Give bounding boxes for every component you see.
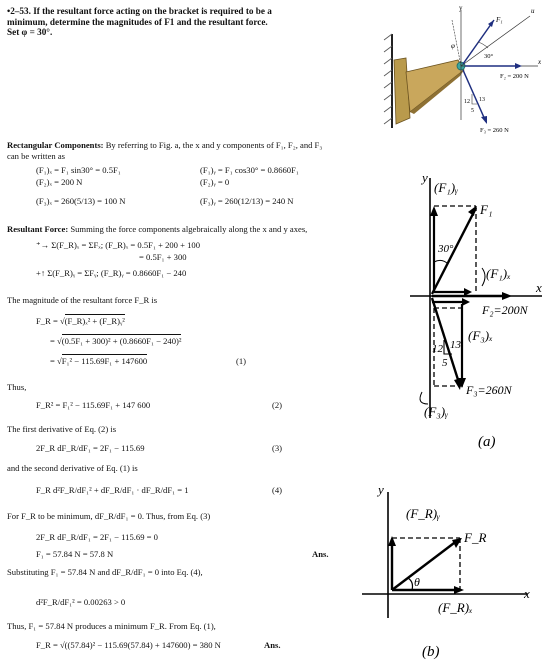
answer-mark-1: Ans.	[312, 549, 329, 559]
resultant-heading-line	[7, 224, 307, 235]
fig-b-label-fr: F_R	[464, 530, 487, 545]
fig-a-label-x: x	[536, 280, 542, 295]
eq-mag-1-lhs: F_R =	[36, 316, 60, 326]
eq-mag-3: = √F₁² − 115.69F₁ + 147600	[50, 356, 148, 366]
eq-mag-2-lhs: =	[50, 336, 57, 346]
magnitude-intro: The magnitude of the resultant force F_R is	[7, 295, 158, 305]
fig-a-label-f3: F₃=260N	[466, 383, 512, 397]
eq-f1y: (F₁)ᵧ = F₁ cos30° = 0.8660F₁	[200, 165, 299, 175]
fig-a-label-30: 30°	[438, 243, 454, 255]
eq-f3x: (F₃)ₓ = 260(5/13) = 100 N	[36, 196, 126, 206]
minimum-cond: dF_R/dF₁ = 0. Thus, from Eq. (3)	[94, 511, 211, 521]
label-f1: F₁	[496, 16, 503, 24]
eq-mag-3-lhs: =	[50, 356, 57, 366]
eq-sum-x-b: = 0.5F₁ + 300	[139, 252, 187, 262]
eq-number-2: (2)	[272, 400, 283, 410]
resultant-heading: Resultant Force:	[7, 224, 69, 234]
figure-b	[352, 476, 548, 670]
fig-a-label-f1: F₁	[480, 202, 493, 217]
eq-sum-x: ⁺→ Σ(F_R)ₓ = ΣFₓ; (F_R)ₓ = 0.5F₁ + 200 + 100	[36, 240, 201, 250]
rect-heading-line	[7, 140, 322, 151]
eq-f1-result: F₁ = 57.84 N = 57.8 N	[36, 549, 114, 559]
eq-deriv1: 2F_R dF_R/dF₁ = 2F₁ − 115.69	[36, 443, 145, 453]
resultant-intro: Summing the force components algebraically along the x and y axes,	[70, 224, 308, 234]
problem-text: If the resultant force acting on the bracket is required to be a minimum, determine the magnitudes of F1 and the resultant force. Set φ = 30°.	[7, 6, 272, 38]
fig-b-label-frx: (F_R)ₓ	[438, 600, 473, 615]
minimum-intro: For F_R to be minimum,	[7, 511, 93, 521]
fig-b-label-y: y	[378, 482, 384, 497]
answer-mark-2: Ans.	[264, 640, 281, 650]
fig-b-label-x: x	[524, 586, 530, 601]
eq-deriv2: F_R d²F_R/dF₁² + dF_R/dF₁ · dF_R/dF₁ = 1	[36, 485, 189, 495]
label-x: x	[538, 58, 542, 66]
rect-intro2: can be written as	[7, 151, 65, 161]
eq-minimum: 2F_R dF_R/dF₁ = 2F₁ − 115.69 = 0	[36, 532, 158, 542]
eq-mag-1-rhs: (F_R)ₓ² + (F_R)ᵧ²	[64, 316, 125, 326]
eq-f2x: (F₂)ₓ = 200 N	[36, 177, 83, 187]
label-f2: F₂ = 200 N	[500, 73, 529, 80]
label-u: u	[531, 7, 535, 15]
eq-number-4: (4)	[272, 485, 283, 495]
label-12: 12	[464, 99, 470, 105]
eq-fr-squared: F_R² = F₁² − 115.69F₁ + 147 600	[36, 400, 151, 410]
bracket-figure	[380, 0, 548, 140]
fig-a-label-13: 13	[450, 339, 461, 351]
rect-intro: By referring to Fig. a, the x and y components of F₁, F₂, and F₃	[105, 140, 323, 150]
eq-second-deriv-value: d²F_R/dF₁² = 0.00263 > 0	[36, 597, 126, 607]
fig-a-label-y: y	[422, 170, 428, 185]
eq-mag-1: F_R = √(F_R)ₓ² + (F_R)ᵧ²	[36, 316, 125, 326]
fig-a-label-f1x: (F₁)ₓ	[486, 266, 511, 281]
label-f3: F₃ = 260 N	[480, 127, 509, 134]
fig-b-label-fry: (F_R)ᵧ	[406, 506, 441, 521]
figure-a	[396, 168, 548, 456]
eq-number-1: (1)	[236, 356, 247, 366]
eq-f1x: (F₁)ₓ = F₁ sin30° = 0.5F₁	[36, 165, 121, 175]
fig-a-label-f3y: (F₃)ᵧ	[424, 404, 449, 419]
deriv2-intro: and the second derivative of Eq. (1) is	[7, 463, 138, 473]
label-30: 30°	[484, 53, 494, 60]
fig-a-label-f1y: (F₁)ᵧ	[434, 180, 459, 195]
problem-statement	[7, 6, 277, 38]
eq-number-3: (3)	[272, 443, 283, 453]
eq-mag-2: = √(0.5F₁ + 300)² + (0.8660F₁ − 240)²	[50, 336, 182, 346]
wall-hatch	[384, 34, 392, 124]
final-intro: Thus, F₁ = 57.84 N produces a minimum F_R. From Eq. (1),	[7, 621, 216, 631]
label-5: 5	[471, 108, 474, 114]
label-13: 13	[479, 97, 485, 103]
label-phi: φ	[451, 42, 455, 50]
minimum-line	[7, 511, 210, 522]
fig-a-label-f3x: (F₃)ₓ	[468, 328, 493, 343]
fig-a-label-5: 5	[442, 357, 448, 369]
f3-arrow	[463, 70, 486, 122]
eq-sum-y: +↑ Σ(F_R)ᵧ = ΣFᵧ; (F_R)ᵧ = 0.8660F₁ − 240	[36, 268, 187, 278]
fig-b-label-theta: θ	[414, 575, 420, 589]
problem-number: •2–53.	[7, 6, 31, 16]
eq-mag-3-rhs: F₁² − 115.69F₁ + 147600	[61, 356, 148, 366]
fig-a-caption: (a)	[478, 434, 496, 450]
thus-label: Thus,	[7, 382, 27, 392]
eq-mag-2-rhs: (0.5F₁ + 300)² + (0.8660F₁ − 240)²	[61, 336, 182, 346]
deriv1-intro: The first derivative of Eq. (2) is	[7, 424, 117, 434]
fig-b-caption: (b)	[422, 644, 440, 660]
subst-intro: Substituting F₁ = 57.84 N and dF_R/dF₁ = 0 into Eq. (4),	[7, 567, 203, 577]
fig-a-label-12: 12	[432, 343, 443, 355]
fig-a-label-f2: F₂=200N	[482, 303, 528, 317]
eq-fr-final: F_R = √((57.84)² − 115.69(57.84) + 147600) = 380 N	[36, 640, 221, 650]
label-y: y	[459, 4, 463, 12]
rect-heading: Rectangular Components:	[7, 140, 104, 150]
bracket-arm	[406, 60, 464, 112]
eq-f3y: (F₃)ᵧ = 260(12/13) = 240 N	[200, 196, 294, 206]
eq-f2y: (F₂)ᵧ = 0	[200, 177, 230, 187]
